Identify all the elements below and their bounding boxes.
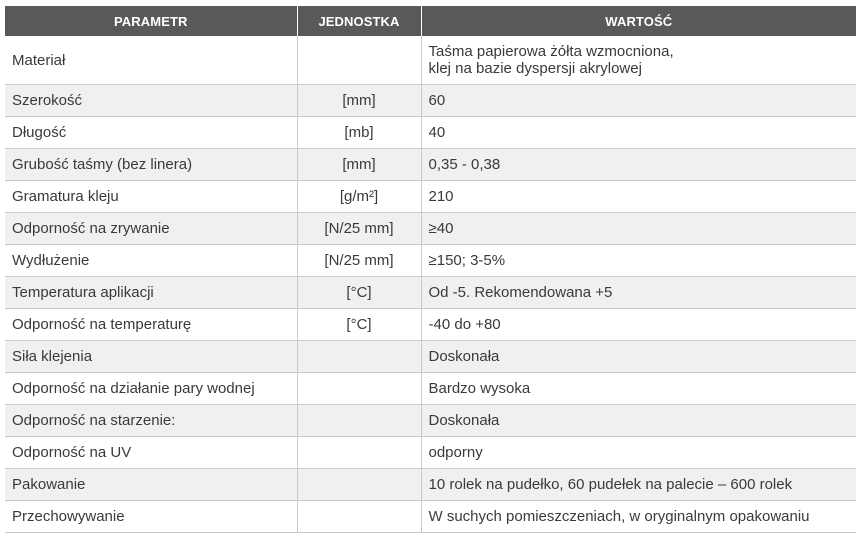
value-line-1: Taśma papierowa żółta wzmocniona, (428, 43, 674, 60)
value-cell: -40 do +80 (421, 309, 856, 341)
header-unit: JEDNOSTKA (297, 6, 421, 36)
unit-cell (297, 373, 421, 405)
param-cell: Odporność na zrywanie (5, 213, 297, 245)
table-row (5, 36, 856, 85)
specification-table (5, 6, 856, 533)
table-row (5, 309, 856, 341)
table-row (5, 149, 856, 181)
unit-cell: [°C] (297, 309, 421, 341)
unit-cell: [mm] (297, 85, 421, 117)
unit-cell (297, 501, 421, 533)
unit-cell: [N/25 mm] (297, 245, 421, 277)
header-param: PARAMETR (5, 6, 297, 36)
table-row (5, 373, 856, 405)
value-cell: 0,35 - 0,38 (421, 149, 856, 181)
table-row (5, 181, 856, 213)
table-row (5, 341, 856, 373)
param-cell: Temperatura aplikacji (5, 277, 297, 309)
table-row (5, 405, 856, 437)
unit-cell: [g/m²] (297, 181, 421, 213)
table-row (5, 437, 856, 469)
unit-cell (297, 341, 421, 373)
unit-cell (297, 437, 421, 469)
unit-cell: [mm] (297, 149, 421, 181)
value-cell: 210 (421, 181, 856, 213)
table-row (5, 277, 856, 309)
table-row (5, 501, 856, 533)
param-cell: Odporność na działanie pary wodnej (5, 373, 297, 405)
table-row (5, 469, 856, 501)
param-cell: Przechowywanie (5, 501, 297, 533)
value-cell: Bardzo wysoka (421, 373, 856, 405)
value-cell: Doskonała (421, 405, 856, 437)
param-cell: Gramatura kleju (5, 181, 297, 213)
table-body (5, 36, 856, 533)
value-cell: Od -5. Rekomendowana +5 (421, 277, 856, 309)
unit-cell: [N/25 mm] (297, 213, 421, 245)
table-row (5, 245, 856, 277)
value-line-2: klej na bazie dyspersji akrylowej (428, 60, 642, 77)
value-cell: ≥150; 3-5% (421, 245, 856, 277)
value-cell: 40 (421, 117, 856, 149)
param-cell: Grubość taśmy (bez linera) (5, 149, 297, 181)
param-cell: Szerokość (5, 85, 297, 117)
param-cell: Pakowanie (5, 469, 297, 501)
unit-cell: [°C] (297, 277, 421, 309)
param-cell: Odporność na starzenie: (5, 405, 297, 437)
table-header (5, 6, 856, 36)
param-cell: Długość (5, 117, 297, 149)
value-cell: 60 (421, 85, 856, 117)
value-cell: odporny (421, 437, 856, 469)
header-row (5, 6, 856, 36)
table-row (5, 213, 856, 245)
value-cell (421, 36, 856, 85)
unit-cell (297, 36, 421, 85)
value-cell: ≥40 (421, 213, 856, 245)
table-row (5, 85, 856, 117)
header-value: WARTOŚĆ (421, 6, 856, 36)
unit-cell: [mb] (297, 117, 421, 149)
value-cell: Doskonała (421, 341, 856, 373)
param-cell: Siła klejenia (5, 341, 297, 373)
param-cell: Materiał (5, 36, 297, 85)
table-row (5, 117, 856, 149)
unit-cell (297, 405, 421, 437)
unit-cell (297, 469, 421, 501)
value-cell: W suchych pomieszczeniach, w oryginalnym opakowaniu (421, 501, 856, 533)
param-cell: Wydłużenie (5, 245, 297, 277)
value-cell: 10 rolek na pudełko, 60 pudełek na palecie – 600 rolek (421, 469, 856, 501)
param-cell: Odporność na UV (5, 437, 297, 469)
param-cell: Odporność na temperaturę (5, 309, 297, 341)
